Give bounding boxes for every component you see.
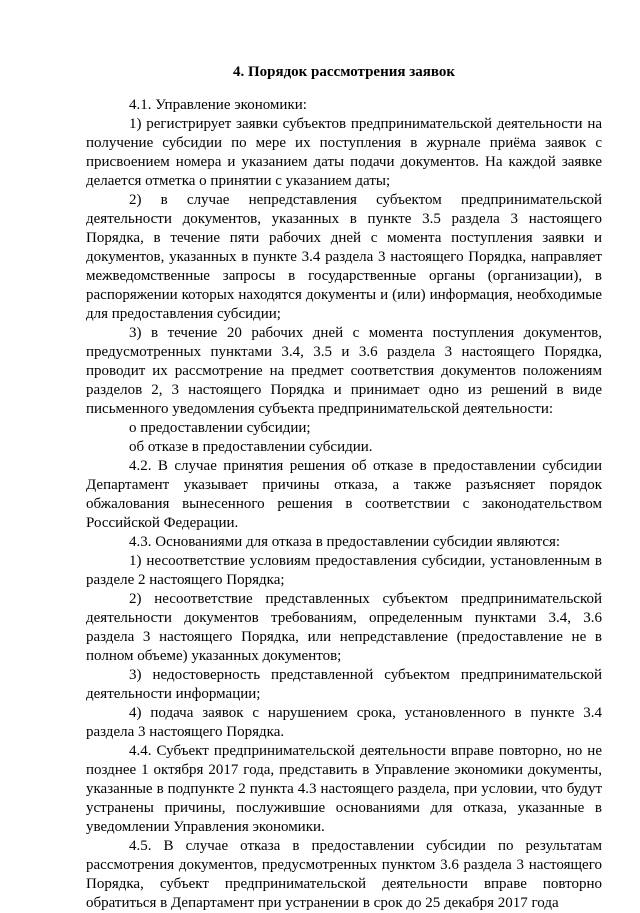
- paragraph-4-3: 4.3. Основаниями для отказа в предоставлении субсидии являются:: [129, 534, 561, 550]
- paragraph-4-4: 4.4. Субъект предпринимательской деятельности вправе повторно, но не позднее 1 октября 2017 года, представить в Управление экономики документы, указанные в подпункте 2 пункта 4.3 настоящего раздела, при условии, что будут устранены причины, послужившие основаниями для отказа, указанные в уведомлении Управления экономики.: [86, 743, 602, 835]
- paragraph-4-3-item-2: 2) несоответствие представленных субъектом предпринимательской деятельности документов требованиям, определенным пунктами 3.4, 3.6 раздела 3 настоящего Порядка, или непредставление (предоставление не в полном объеме) указанных документов;: [86, 591, 602, 664]
- paragraph-4-2: 4.2. В случае принятия решения об отказе в предоставлении субсидии Департамент указывает причины отказа, а также разъясняет порядок обжалования вынесенного решения в соответствии с законодательством Российской Федерации.: [86, 458, 602, 531]
- paragraph-4-3-item-4: 4) подача заявок с нарушением срока, установленного в пункте 3.4 раздела 3 настоящего Порядка.: [86, 705, 602, 740]
- paragraph-4-1-item-2: 2) в случае непредставления субъектом предпринимательской деятельности документов, указанных в пункте 3.5 раздела 3 настоящего Порядка, в течение пяти рабочих дней с момента поступления заявки и документов, указанных в пункте 3.4 раздела 3 настоящего Порядка, направляет межведомственные запросы в государственные органы (организации), в распоряжении которых находятся документы и (или) информация, необходимые для предоставления субсидии;: [86, 192, 602, 322]
- paragraph-4-3-item-3: 3) недостоверность представленной субъектом предпринимательской деятельности информации;: [86, 667, 602, 702]
- paragraph-4-1: 4.1. Управление экономики:: [129, 97, 307, 113]
- section-heading: 4. Порядок рассмотрения заявок: [232, 64, 456, 80]
- paragraph-4-1-item-3: 3) в течение 20 рабочих дней с момента поступления документов, предусмотренных пунктами 3.4, 3.5 и 3.6 раздела 3 настоящего Порядка, проводит их рассмотрение на предмет соответствия документов положениям разделов 2, 3 настоящего Порядка и принимает одно из решений в виде письменного уведомления субъекта предпринимательской деятельности:: [86, 325, 602, 417]
- paragraph-4-1-item-1: 1) регистрирует заявки субъектов предпринимательской деятельности на получение субсидии по мере их поступления в журнале приёма заявок с присвоением номера и указанием даты подачи документов. На каждой заявке делается отметка о принятии с указанием даты;: [86, 116, 602, 189]
- document-body: [86, 63, 602, 913]
- paragraph-decision-refuse: об отказе в предоставлении субсидии.: [129, 439, 373, 455]
- paragraph-4-5: 4.5. В случае отказа в предоставлении субсидии по результатам рассмотрения документов, предусмотренных пунктом 3.6 раздела 3 настоящего Порядка, субъект предпринимательской деятельности вправе повторно обратиться в Департамент при устранении в срок до 25 декабря 2017 года: [86, 838, 602, 911]
- paragraph-decision-grant: о предоставлении субсидии;: [129, 420, 311, 436]
- paragraph-4-3-item-1: 1) несоответствие условиям предоставления субсидии, установленным в разделе 2 настоящего Порядка;: [86, 553, 602, 588]
